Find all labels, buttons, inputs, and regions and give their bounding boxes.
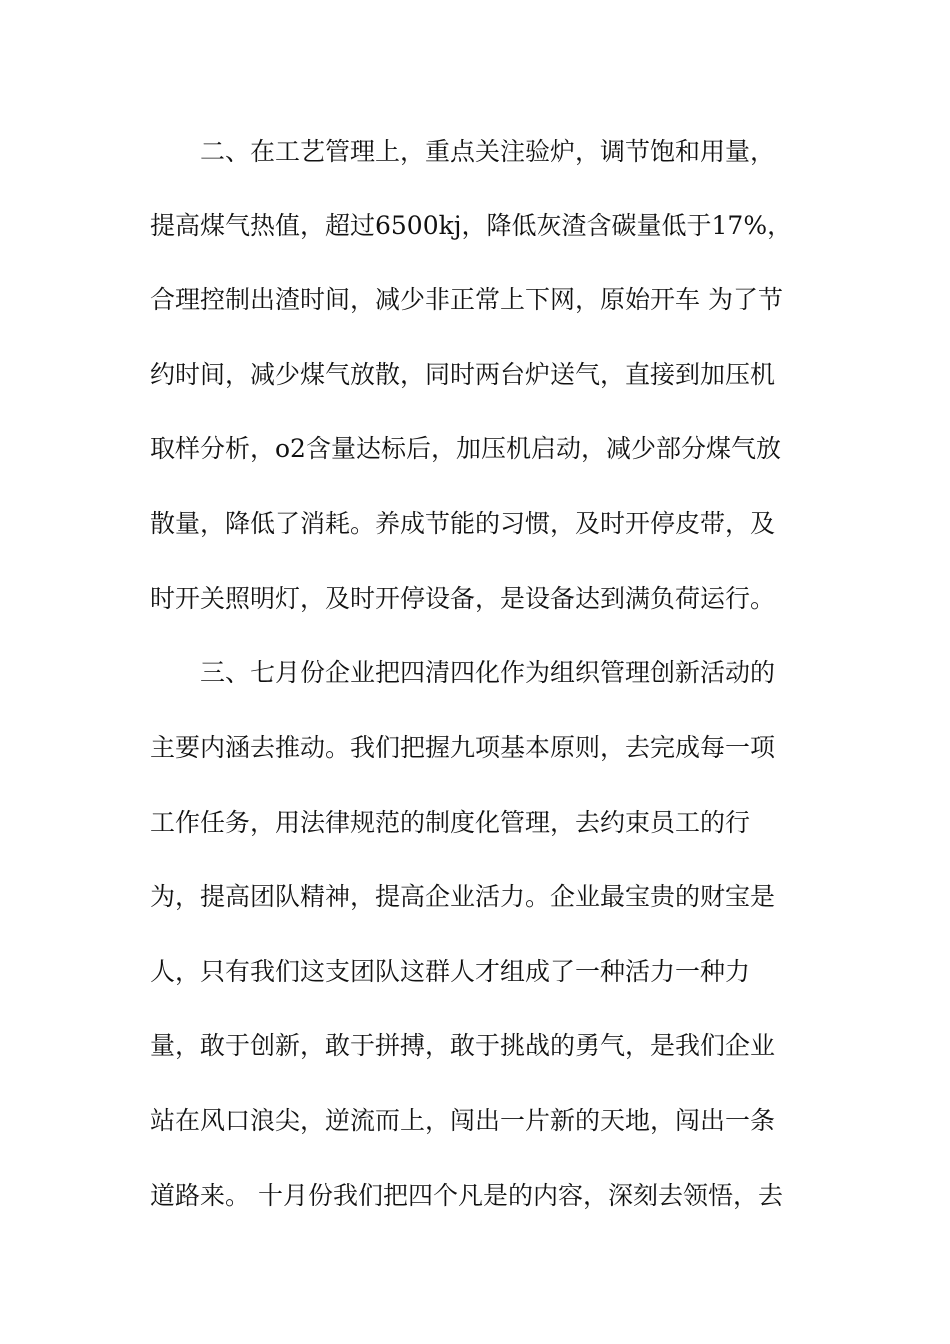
paragraph-line: 约时间，减少煤气放散，同时两台炉送气，直接到加压机 bbox=[150, 360, 776, 389]
paragraph-line: 站在风口浪尖，逆流而上，闯出一片新的天地，闯出一条 bbox=[150, 1106, 776, 1135]
paragraph-line: 二、在工艺管理上，重点关注验炉，调节饱和用量， bbox=[150, 137, 776, 166]
paragraph-line: 取样分析，o2含量达标后，加压机启动，减少部分煤气放 bbox=[150, 434, 781, 463]
paragraph-line: 合理控制出渣时间，减少非正常上下网，原始开车 为了节 bbox=[150, 285, 783, 314]
paragraph-line: 三、七月份企业把四清四化作为组织管理创新活动的 bbox=[150, 658, 776, 687]
paragraph-line: 主要内涵去推动。我们把握九项基本原则，去完成每一项 bbox=[150, 733, 776, 762]
paragraph-line: 道路来。 十月份我们把四个凡是的内容，深刻去领悟，去 bbox=[150, 1181, 783, 1210]
paragraph-line: 提高煤气热值，超过6500kj，降低灰渣含碳量低于17%， bbox=[150, 211, 793, 240]
paragraph-line: 散量，降低了消耗。养成节能的习惯，及时开停皮带，及 bbox=[150, 509, 776, 538]
paragraph-line: 时开关照明灯，及时开停设备，是设备达到满负荷运行。 bbox=[150, 584, 776, 613]
paragraph-line: 人，只有我们这支团队这群人才组成了一种活力一种力 bbox=[150, 957, 751, 986]
paragraph-line: 工作任务，用法律规范的制度化管理，去约束员工的行 bbox=[150, 808, 751, 837]
paragraph-line: 量，敢于创新，敢于拼搏，敢于挑战的勇气，是我们企业 bbox=[150, 1031, 776, 1060]
paragraph-line: 为，提高团队精神，提高企业活力。企业最宝贵的财宝是 bbox=[150, 882, 776, 911]
